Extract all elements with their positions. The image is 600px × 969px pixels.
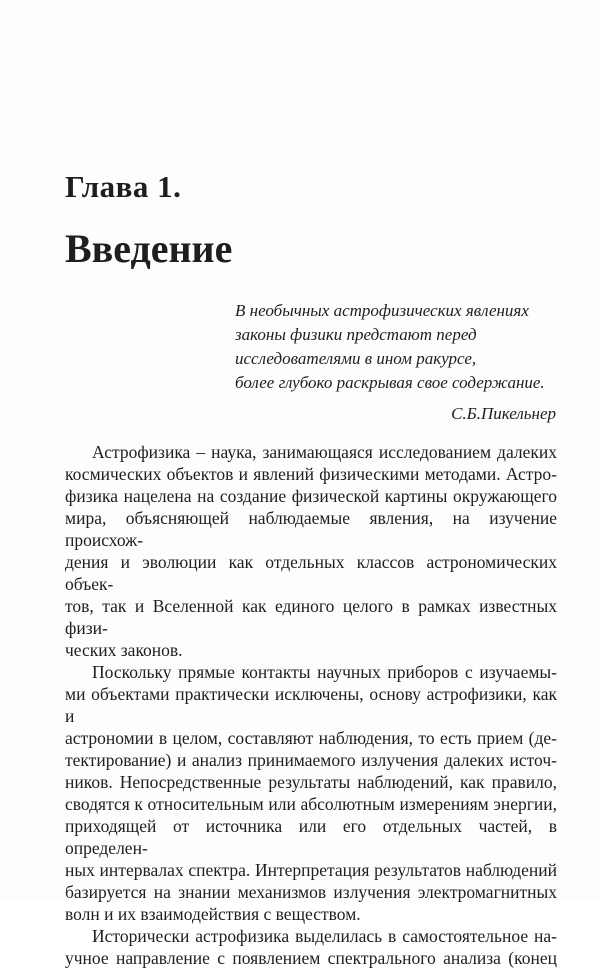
body-line: тов, так и Вселенной как единого целого в рамках известных физи-	[65, 596, 557, 638]
paragraph	[65, 441, 557, 661]
body-text	[65, 441, 557, 969]
paragraph	[65, 925, 557, 969]
body-line: учное направление с появлением спектрального анализа (конец	[65, 948, 557, 968]
chapter-title: Введение	[65, 226, 233, 271]
body-line: ми объектами практически исключены, основу астрофизики, как и	[65, 684, 557, 726]
body-line: дения и эволюции как отдельных классов астрономических объек-	[65, 552, 557, 594]
epigraph-line: исследователями в ином ракурсе,	[235, 349, 477, 368]
body-line: приходящей от источника или его отдельных частей, в определен-	[65, 816, 557, 858]
body-line: базируется на знании механизмов излучения электромагнитных	[65, 882, 557, 902]
epigraph-line: более глубоко раскрывая свое содержание.	[235, 373, 545, 392]
epigraph-line: В необычных астрофизических явлениях	[235, 301, 529, 320]
body-line: сводятся к относительным или абсолютным измерениям энергии,	[65, 794, 557, 814]
body-line: астрономии в целом, составляют наблюдения, то есть прием (де-	[65, 728, 557, 748]
body-line: космических объектов и явлений физическими методами. Астро-	[65, 464, 557, 484]
body-line: Поскольку прямые контакты научных приборов с изучаемы-	[92, 662, 557, 682]
body-line: мира, объясняющей наблюдаемые явления, на изучение происхож-	[65, 508, 557, 550]
epigraph-attribution: С.Б.Пикельнер	[451, 404, 556, 423]
epigraph	[235, 299, 557, 395]
body-line: физика нацелена на создание физической картины окружающего	[65, 486, 557, 506]
body-line: Астрофизика – наука, занимающаяся исследованием далеких	[92, 442, 557, 462]
body-line: волн и их взаимодействия с веществом.	[65, 904, 361, 924]
body-line: ных интервалах спектра. Интерпретация результатов наблюдений	[65, 860, 557, 880]
body-line: тектирование) и анализ принимаемого излучения далеких источ-	[65, 750, 557, 770]
paragraph	[65, 661, 557, 925]
chapter-label: Глава 1.	[65, 169, 182, 204]
body-line: ников. Непосредственные результаты наблюдений, как правило,	[65, 772, 557, 792]
epigraph-line: законы физики предстают перед	[235, 325, 477, 344]
body-line: Исторически астрофизика выделилась в самостоятельное на-	[92, 926, 557, 946]
body-line: ческих законов.	[65, 640, 183, 660]
